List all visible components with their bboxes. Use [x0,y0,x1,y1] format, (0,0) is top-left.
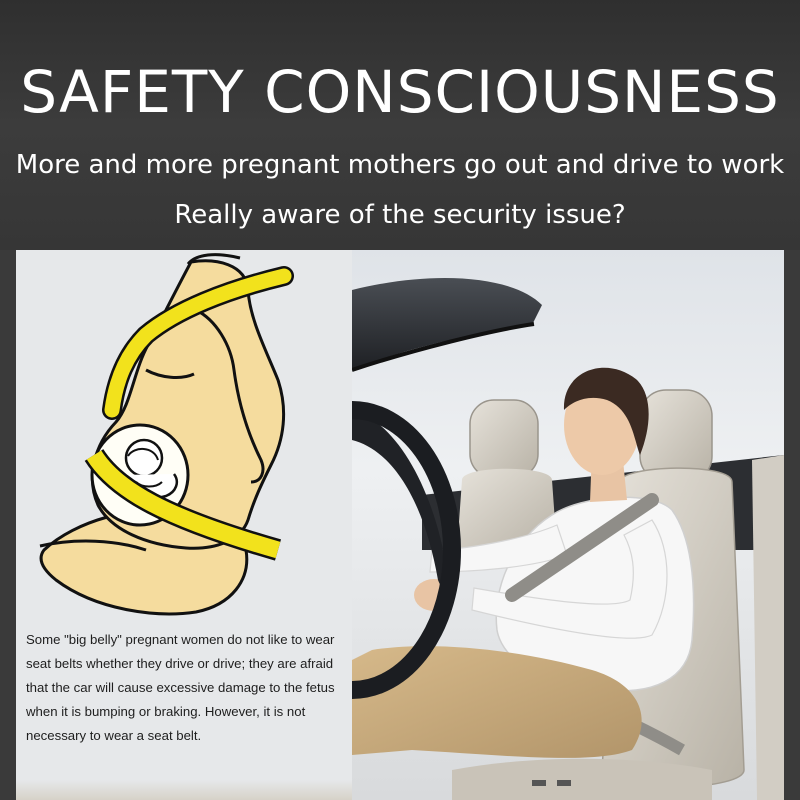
header-banner [0,0,800,250]
illustration-panel [16,250,352,800]
pregnant-woman-driving-photo [352,250,784,800]
caption-text: Some "big belly" pregnant women do not like to wear seat belts whether they drive or drive; they are afraid that the car will cause excessive damage to the fetus when it is bumping or braking. However, it is not necessary to wear a seat belt. [26,632,335,743]
driving-photo-panel [352,250,784,800]
page-title: SAFETY CONSCIOUSNESS [20,58,780,126]
panel-footer-strip [16,780,352,800]
subtitle-line-1: More and more pregnant mothers go out and drive to work [15,150,785,180]
subtitle-line-2: Really aware of the security issue? [174,200,626,230]
pregnant-woman-seatbelt-illustration [16,250,352,630]
